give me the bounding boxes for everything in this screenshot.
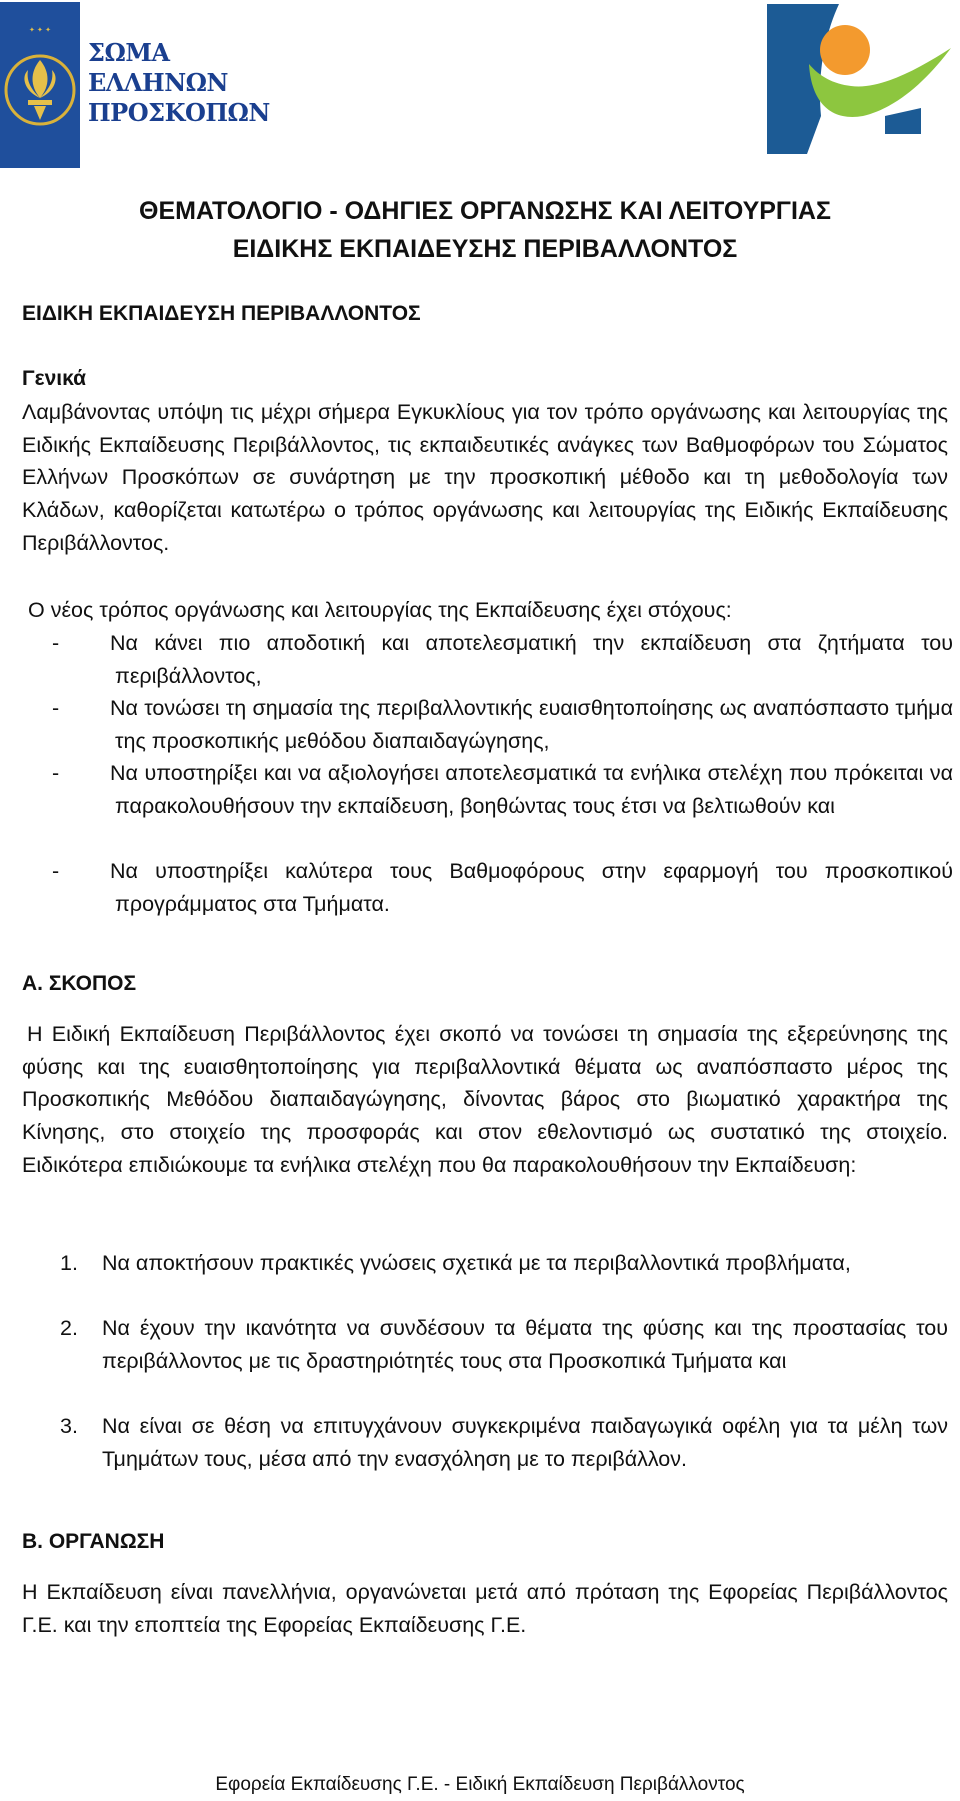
environment-emblem-icon [767,4,953,156]
organization-paragraph: Η Εκπαίδευση είναι πανελλήνια, οργανώνεται μετά από πρόταση της Εφορείας Περιβάλλοντος Γ.Ε. και την εποπτεία της Εφορείας Εκπαίδευσης Γ.Ε. [22,1580,948,1637]
purpose-paragraph: Η Ειδική Εκπαίδευση Περιβάλλοντος έχει σκοπό να τονώσει τη σημασία της εξερεύνησης της φύσης και της ευαισθητοποίησης για περιβαλλοντικά θέματα ως αναπόσπαστο μέρος της Προσκοπικής Μεθόδου διαπαιδαγώγησης, δίνοντας βάρος στο βιωματικό χαρακτήρα της Κίνησης, στο στοιχείο της προσφοράς και στον εθελοντισμό ως συστατικό της στοιχείο. Ειδικότερα επιδιώκουμε τα ενήλικα στελέχη που θα παρακολουθήσουν την Εκπαίδευση: [22,1022,948,1177]
document-title: ΘΕΜΑΤΟΛΟΓΙΟ - ΟΔΗΓΙΕΣ ΟΡΓΑΝΩΣΗΣ ΚΑΙ ΛΕΙΤΟΥΡΓΙΑΣ ΕΙΔΙΚΗΣ ΕΚΠΑΙΔΕΥΣΗΣ ΠΕΡΙΒΑΛΛΟΝΤΟΣ [139,197,831,263]
dash-marker: - [52,696,60,720]
dash-marker: - [52,859,60,883]
environment-logo [767,4,953,156]
page-footer: Εφορεία Εκπαίδευσης Γ.Ε. - Ειδική Εκπαίδευση Περιβάλλοντος [215,1774,745,1795]
general-heading: Γενικά [22,367,87,390]
purpose-heading: Α. ΣΚΟΠΟΣ [22,972,137,995]
general-paragraph: Λαμβάνοντας υπόψη τις μέχρι σήμερα Εγκυκλίους για τον τρόπο οργάνωσης και λειτουργίας της Ειδικής Εκπαίδευσης Περιβάλλοντος, τις εκπαιδευτικές ανάγκες των Βαθμοφόρων του Σώματος Ελλήνων Προσκόπων σε συνάρτηση με την προσκοπική μέθοδο και τη μεθοδολογία των Κλάδων, καθορίζεται κατωτέρω ο τρόπος οργάνωσης και λειτουργίας της Ειδικής Εκπαίδευσης Περιβάλλοντος. [22,400,948,555]
organization-heading: Β. ΟΡΓΑΝΩΣΗ [22,1530,165,1553]
scouts-logo [0,0,270,170]
section-heading: ΕΙΔΙΚΗ ΕΚΠΑΙΔΕΥΣΗ ΠΕΡΙΒΑΛΛΟΝΤΟΣ [22,302,421,325]
dash-marker: - [52,761,60,785]
goals-intro: Ο νέος τρόπος οργάνωσης και λειτουργίας της Εκπαίδευσης έχει στόχους: [28,598,732,622]
scouts-wordmark: ΣΩΜΑ ΕΛΛΗΝΩΝ ΠΡΟΣΚΟΠΩΝ [88,38,270,127]
dash-marker: - [52,631,60,655]
fleur-de-lis-icon [0,2,80,168]
svg-text:✦ ✦ ✦: ✦ ✦ ✦ [28,26,52,34]
scouts-emblem-panel [0,2,80,168]
